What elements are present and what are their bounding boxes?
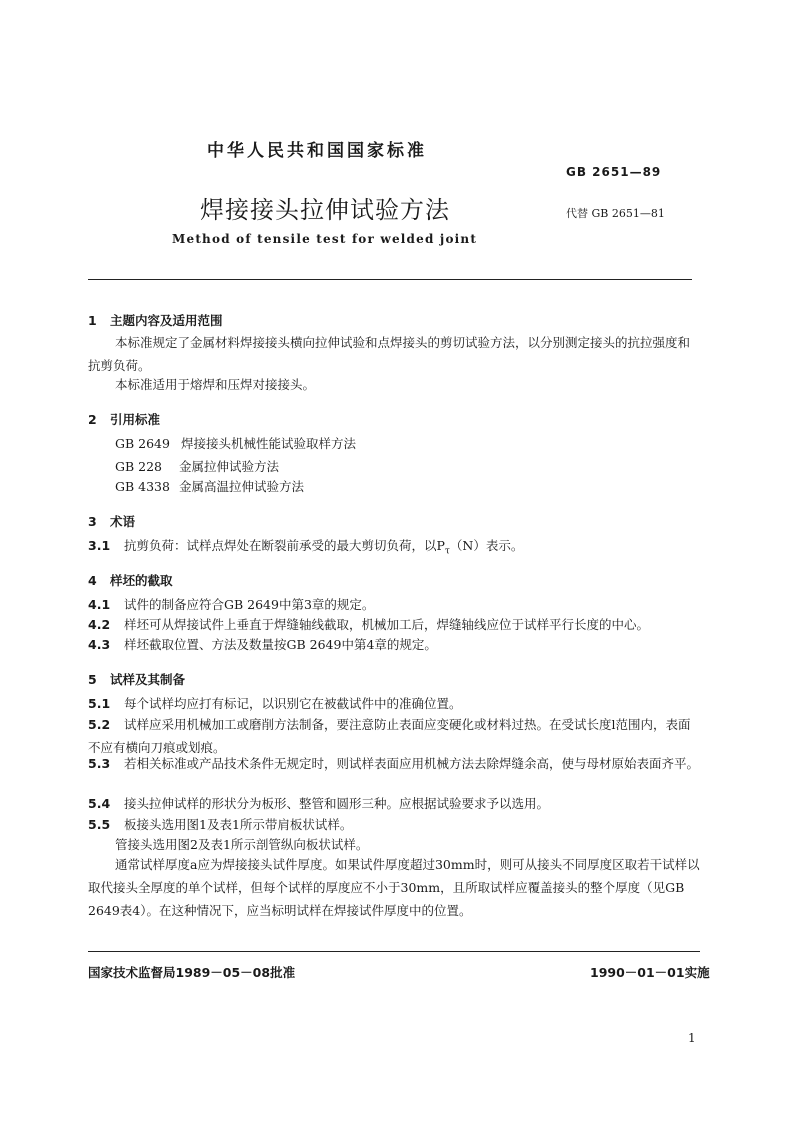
document-title-en: Method of tensile test for welded joint: [172, 232, 478, 246]
clause-number: 4.2: [88, 617, 111, 632]
clause-subscript: τ: [444, 546, 450, 557]
section-4-number: 4: [88, 573, 97, 588]
clause-number: 5.5: [88, 817, 111, 832]
section-1-heading: [88, 311, 223, 329]
standard-code: GB 2651—89: [566, 165, 662, 179]
clause-text: 样坯可从焊接试件上垂直于焊缝轴线截取，机械加工后，焊缝轴线应位于试样平行长度的中心。: [124, 617, 650, 632]
reference-item: [115, 481, 304, 494]
clause-text: 试件的制备应符合GB 2649中第3章的规定。: [124, 597, 375, 612]
section-3-title: 术语: [110, 514, 136, 529]
clause-5-5-thickness: 通常试样厚度a应为焊接接头试件厚度。如果试件厚度超过30mm时，则可从接头不同厚度区取若干试样以取代接头全厚度的单个试样，但每个试样的厚度应不小于30mm，且所取试样应覆盖接头的整个厚度（见GB 2649表4）。在这种情况下，应当标明试样在焊接试件厚度中的位置。: [88, 857, 700, 918]
clause-text: 每个试样均应打有标记，以识别它在被截试件中的准确位置。: [124, 696, 462, 711]
section-5-number: 5: [88, 672, 97, 687]
clause-number: 5.3: [88, 756, 111, 771]
clause-number: 5.4: [88, 796, 111, 811]
clause-5-5: [88, 819, 352, 832]
clause-text: 若相关标准或产品技术条件无规定时，则试样表面应用机械方法去除焊缝余高，使与母材原始表面齐平。: [124, 756, 700, 771]
header-rule: [88, 279, 692, 280]
clause-text: 样坯截取位置、方法及数量按GB 2649中第4章的规定。: [124, 637, 437, 652]
section-3-number: 3: [88, 514, 97, 529]
clause-number: 5.2: [88, 717, 111, 732]
footer-rule: [88, 951, 700, 952]
section-5-title: 试样及其制备: [110, 672, 186, 687]
clause-number: 5.1: [88, 696, 111, 711]
clause-4-2: [88, 619, 649, 632]
clause-4-1: [88, 599, 374, 612]
section-2-title: 引用标准: [110, 412, 161, 427]
section-3-heading: [88, 512, 135, 530]
section-1-title: 主题内容及适用范围: [110, 313, 223, 328]
reference-code: GB 4338: [115, 479, 170, 494]
clause-number: 3.1: [88, 538, 111, 553]
reference-name: 金属拉伸试验方法: [179, 459, 280, 474]
clause-number: 4.1: [88, 597, 111, 612]
clause-4-3: [88, 639, 437, 652]
section-2-heading: [88, 410, 160, 428]
section-2-number: 2: [88, 412, 97, 427]
standard-org: 中华人民共和国国家标准: [207, 141, 427, 161]
clause-5-5-pipe: 管接头选用图2及表1所示剖管纵向板状试样。: [115, 837, 369, 852]
reference-item: [115, 461, 279, 474]
section-1-para-2: 本标准适用于熔焊和压焊对接接头。: [115, 377, 316, 392]
section-1-para-1: 本标准规定了金属材料焊接接头横向拉伸试验和点焊接头的剪切试验方法，以分别测定接头的抗拉强度和抗剪负荷。: [88, 335, 691, 373]
clause-text: 板接头选用图1及表1所示带肩板状试样。: [124, 817, 353, 832]
effective-date: 1990－01－01实施: [590, 965, 710, 980]
section-4-heading: [88, 571, 173, 589]
clause-5-1: [88, 698, 462, 711]
clause-number: 4.3: [88, 637, 111, 652]
clause-5-3: [88, 752, 700, 775]
reference-name: 焊接接头机械性能试验取样方法: [181, 436, 357, 451]
clause-3-1: [88, 540, 523, 557]
clause-text: 接头拉伸试样的形状分为板形、整管和圆形三种。应根据试验要求予以选用。: [124, 796, 550, 811]
reference-name: 金属高温拉伸试验方法: [179, 479, 305, 494]
page-number: 1: [688, 1031, 696, 1045]
replaces-standard: 代替 GB 2651—81: [566, 207, 665, 220]
reference-item: [115, 438, 356, 451]
approval-date: 国家技术监督局1989－05－08批准: [88, 965, 296, 980]
section-1-number: 1: [88, 313, 97, 328]
section-4-title: 样坯的截取: [110, 573, 173, 588]
reference-code: GB 228: [115, 459, 163, 474]
section-5-heading: [88, 670, 185, 688]
clause-text: 试样应采用机械加工或磨削方法制备，要注意防止表面应变硬化或材料过热。在受试长度l范围内，表面不应有横向刀痕或划痕。: [88, 717, 691, 755]
document-title-zh: 焊接接头拉伸试验方法: [200, 196, 450, 224]
clause-5-4: [88, 798, 549, 811]
clause-text: 抗剪负荷：试样点焊处在断裂前承受的最大剪切负荷，以P: [124, 538, 445, 553]
reference-code: GB 2649: [115, 436, 170, 451]
clause-text-end: （N）表示。: [449, 538, 524, 553]
